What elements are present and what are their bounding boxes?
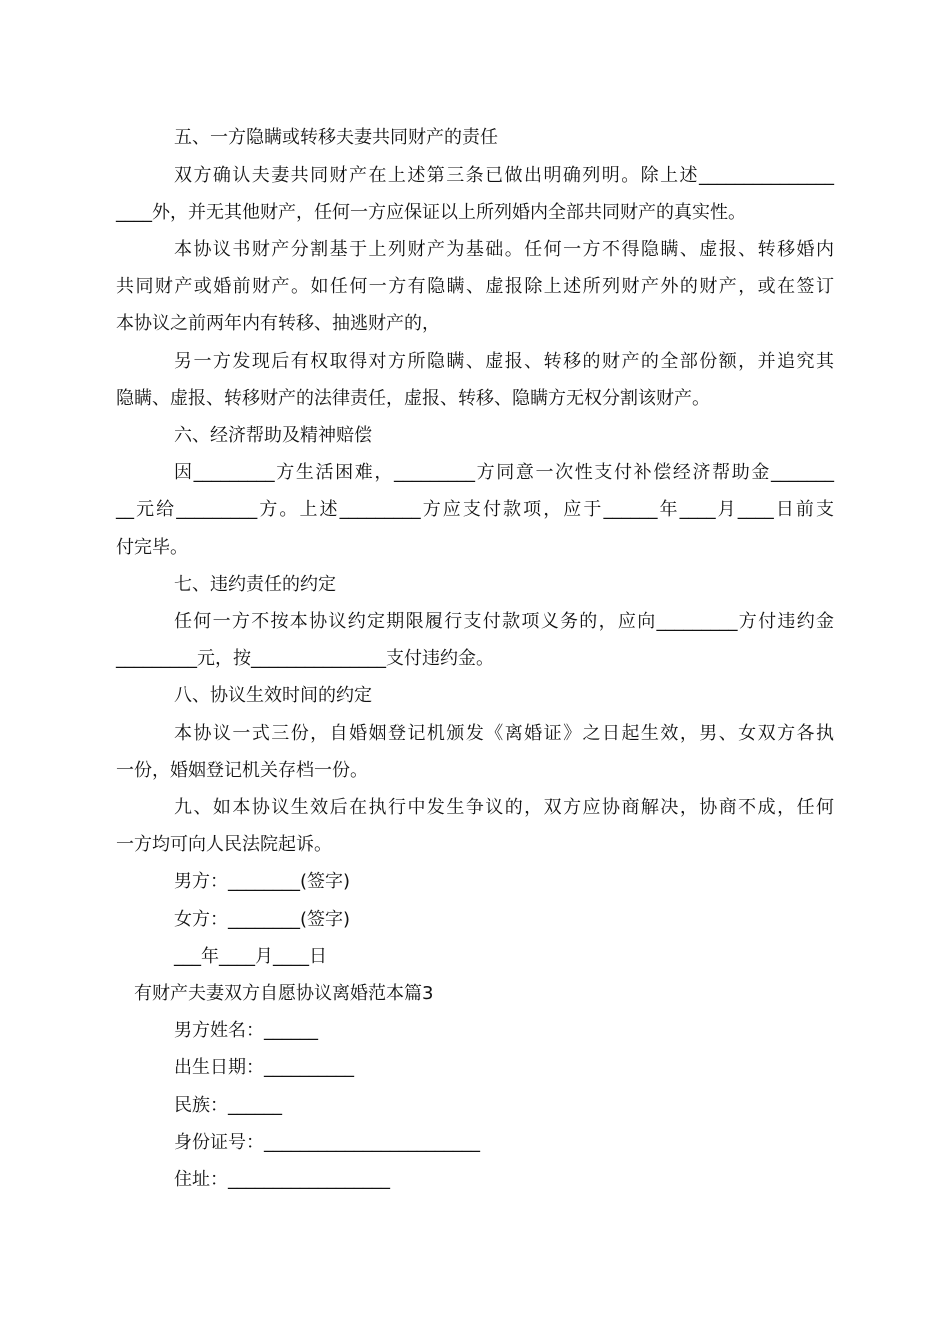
field-ethnicity: 民族：______ bbox=[174, 1095, 282, 1116]
paragraph-line: 本协议一式三份，自婚姻登记机颁发《离婚证》之日起生效，男、女双方各执 bbox=[174, 723, 834, 744]
paragraph-line: 本协议之前两年内有转移、抽逃财产的， bbox=[116, 313, 440, 334]
signature-line-female: 女方：________(签字) bbox=[174, 909, 351, 930]
paragraph-line: 本协议书财产分割基于上列财产为基础。任何一方不得隐瞒、虚报、转移婚内 bbox=[174, 239, 834, 260]
field-male-name: 男方姓名：______ bbox=[174, 1020, 318, 1041]
paragraph-line: 因_________方生活困难，_________方同意一次性支付补偿经济帮助金_______ bbox=[174, 462, 834, 483]
paragraph-line: 另一方发现后有权取得对方所隐瞒、虚报、转移的财产的全部份额，并追究其 bbox=[174, 351, 834, 372]
section-heading-5: 五、一方隐瞒或转移夫妻共同财产的责任 bbox=[174, 127, 498, 148]
section-heading-6: 六、经济帮助及精神赔偿 bbox=[174, 425, 372, 446]
paragraph-line: 共同财产或婚前财产。如任何一方有隐瞒、虚报除上述所列财产外的财产，或在签订 bbox=[116, 276, 834, 297]
paragraph-line: 九、如本协议生效后在执行中发生争议的，双方应协商解决，协商不成，任何 bbox=[174, 797, 834, 818]
paragraph-line: __元给_________方。上述_________方应支付款项，应于______年____月____日前支 bbox=[116, 499, 834, 520]
field-birth-date: 出生日期：__________ bbox=[174, 1057, 354, 1078]
paragraph-line: 任何一方不按本协议约定期限履行支付款项义务的，应向_________方付违约金 bbox=[174, 611, 834, 632]
paragraph-line: 一份，婚姻登记机关存档一份。 bbox=[116, 760, 368, 781]
field-address: 住址：__________________ bbox=[174, 1169, 390, 1190]
paragraph-line: _________元，按_______________支付违约金。 bbox=[116, 648, 494, 669]
signature-line-male: 男方：________(签字) bbox=[174, 871, 351, 892]
paragraph-line: 一方均可向人民法院起诉。 bbox=[116, 834, 332, 855]
template-title: 有财产夫妻双方自愿协议离婚范本篇3 bbox=[134, 983, 434, 1004]
paragraph-line: 隐瞒、虚报、转移财产的法律责任，虚报、转移、隐瞒方无权分割该财产。 bbox=[116, 388, 710, 409]
field-id-number: 身份证号：________________________ bbox=[174, 1132, 480, 1153]
section-heading-8: 八、协议生效时间的约定 bbox=[174, 685, 372, 706]
paragraph-line: 双方确认夫妻共同财产在上述第三条已做出明确列明。除上述_______________ bbox=[174, 165, 834, 186]
paragraph-line: 付完毕。 bbox=[116, 537, 188, 558]
section-heading-7: 七、违约责任的约定 bbox=[174, 574, 336, 595]
date-line: ___年____月____日 bbox=[174, 946, 327, 967]
paragraph-line: ____外，并无其他财产，任何一方应保证以上所列婚内全部共同财产的真实性。 bbox=[116, 202, 746, 223]
